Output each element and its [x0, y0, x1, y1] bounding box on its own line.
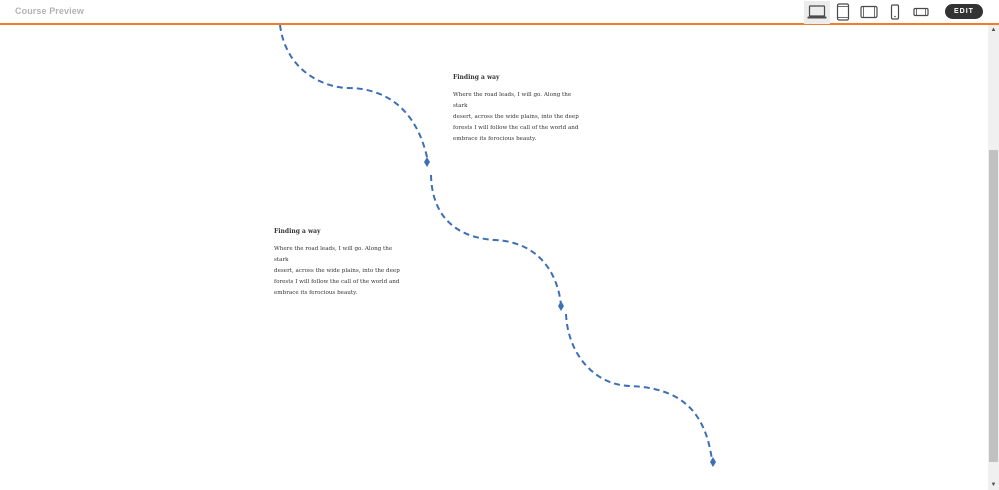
body-line: desert, across the wide plains, into the deep — [453, 114, 579, 120]
path-segment-1 — [280, 25, 428, 162]
block-title: Finding a way — [274, 228, 321, 235]
path-marker — [424, 157, 430, 167]
body-line: forests I will follow the call of the world and — [274, 279, 400, 285]
path-marker — [710, 457, 716, 467]
device-phone-landscape-button[interactable] — [908, 1, 934, 24]
tablet-landscape-icon — [860, 5, 878, 19]
device-switcher — [804, 0, 934, 24]
edit-button[interactable]: EDIT — [945, 4, 983, 19]
body-line: Where the road leads, I will go. Along the stark — [453, 92, 572, 109]
device-laptop-button[interactable] — [804, 1, 830, 24]
block-title: Finding a way — [453, 74, 500, 81]
laptop-icon — [807, 4, 827, 20]
device-phone-portrait-button[interactable] — [882, 1, 908, 24]
scroll-up-arrow-icon[interactable]: ▲ — [990, 27, 997, 33]
path-segment-2 — [431, 175, 561, 305]
path-segment-3 — [566, 314, 712, 460]
path-marker — [558, 301, 564, 311]
block-body — [274, 244, 406, 299]
text-block — [274, 228, 406, 299]
scroll-thumb[interactable] — [989, 150, 998, 462]
top-bar — [0, 0, 999, 25]
body-line: Where the road leads, I will go. Along the stark — [274, 246, 393, 263]
body-line: embrace its ferocious beauty. — [453, 136, 537, 142]
block-body — [453, 90, 585, 145]
text-block — [453, 74, 585, 145]
course-preview-content — [0, 25, 988, 490]
device-tablet-landscape-button[interactable] — [856, 1, 882, 24]
page-title: Course Preview — [15, 6, 84, 16]
phone-landscape-icon — [913, 7, 929, 17]
tablet-portrait-icon — [836, 3, 850, 21]
body-line: forests I will follow the call of the world and — [453, 125, 579, 131]
device-tablet-portrait-button[interactable] — [830, 1, 856, 24]
body-line: desert, across the wide plains, into the deep — [274, 268, 400, 274]
scroll-down-arrow-icon[interactable]: ▼ — [990, 482, 997, 488]
body-line: embrace its ferocious beauty. — [274, 290, 358, 296]
vertical-scrollbar[interactable] — [988, 25, 999, 490]
phone-portrait-icon — [890, 4, 900, 20]
